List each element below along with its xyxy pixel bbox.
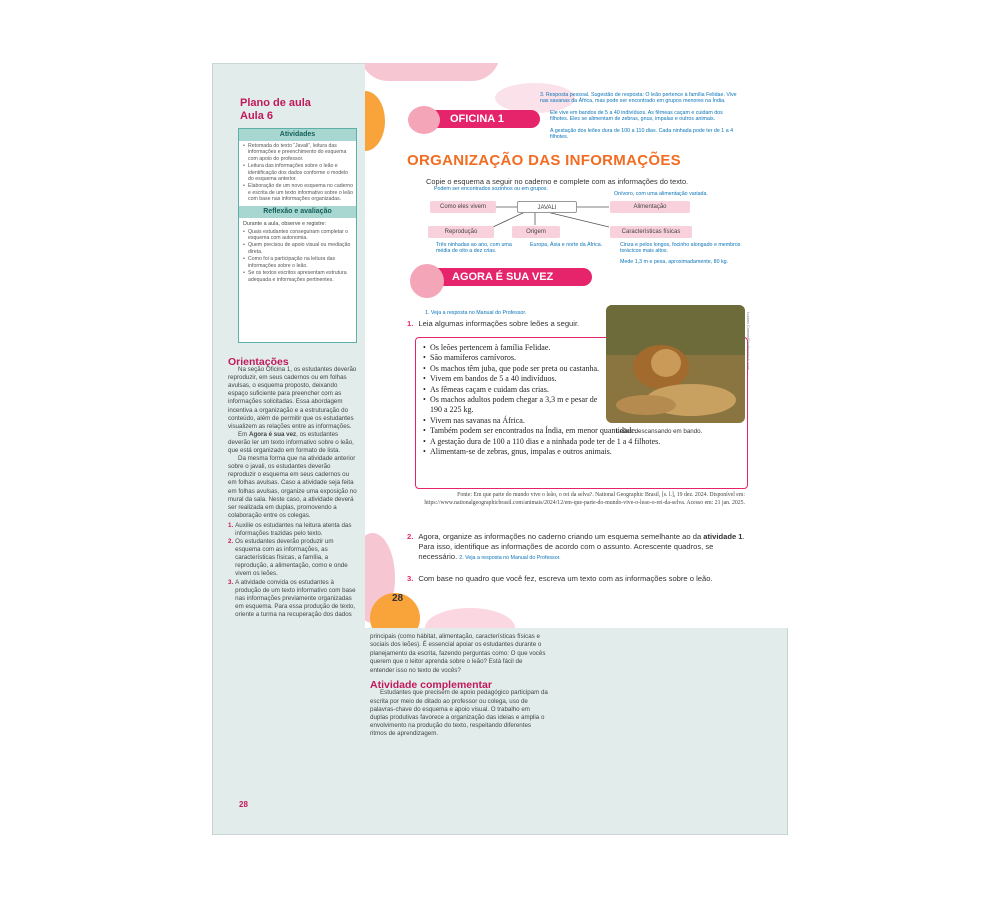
list-item: • Também podem ser encontrados na Índia, em menor quantidade. <box>423 426 743 436</box>
instructions: Copie o esquema a seguir no caderno e complete com as informações do texto. <box>426 177 689 186</box>
guidance-column-2 <box>370 633 548 738</box>
hand-icon <box>410 264 444 298</box>
diagram-box: Reprodução <box>428 226 494 238</box>
workshop-label: OFICINA 1 <box>450 113 504 125</box>
diagram-center: JAVALI <box>517 201 577 213</box>
lesson-plan-title <box>240 97 311 123</box>
question-text: Com base no quadro que você fez, escreva um texto com as informações sobre o leão. <box>418 574 713 583</box>
item-text: Os estudantes deverão produzir um esquema com as informações, as características físicas, a família, a reprodução, a alimentação, como e onde vivem os leões. <box>235 538 348 578</box>
page-number: 28 <box>239 800 248 809</box>
answer-annotation: A gestação dos leões dura de 100 a 110 dias. Cada ninhada pode ter de 1 a 4 filhotes. <box>550 128 734 141</box>
guidance-column <box>228 358 358 619</box>
question-number: 1. <box>407 319 414 328</box>
answer-annotation: Três ninhadas ao ano, com uma média de oito a dez crias. <box>436 242 512 255</box>
question-2 <box>407 532 747 564</box>
answer-annotation: 1. Veja a resposta no Manual do Professor. <box>425 310 527 316</box>
source-citation: Fonte: Em que parte do mundo vive o leão, o rei da selva?. National Geographic Brasil, [s. l.], 19 dez. 2024. Disponível em: https://www.nationalgeographicbrasil.com/animais/2024/12/em-que-parte-do-mundo-vive-o-leao-o-rei-da-selva. Acesso em: 21 jan. 2025. <box>424 492 745 506</box>
list-item: • As fêmeas caçam e cuidam das crias. <box>423 385 603 395</box>
question-text <box>418 532 747 564</box>
list-item: • Como foi a participação na leitura das informações sobre o leão. <box>243 256 353 269</box>
answer-annotation: 2. Veja a resposta no Manual do Professor. <box>459 555 561 562</box>
list-item: • A gestação dura de 100 a 110 dias e a ninhada pode ter de 1 a 4 filhotes. <box>423 437 743 447</box>
list-item: • Alimentam-se de zebras, gnus, impalas e outros animais. <box>423 447 743 457</box>
activities-box <box>238 128 357 343</box>
answer-annotation: Onívoro, com uma alimentação variada. <box>614 191 708 197</box>
answer-annotation: 3. Resposta pessoal. Sugestão de resposta: O leão pertence à família Felidae. Vive nas savanas da África, mas pode ser encontrado em grupos menores na Índia. <box>540 92 737 105</box>
photo-caption: Leões descansando em bando. <box>616 428 703 435</box>
question-number: 3. <box>407 574 414 583</box>
diagram-box: Origem <box>512 226 560 238</box>
activities-heading: Atividades <box>239 129 356 141</box>
item-number: 2. <box>228 538 234 546</box>
list-item: • Se os textos escritos apresentam estrutura adequada e informações pertinentes. <box>243 270 353 283</box>
plan-title-text: Plano de aula <box>240 97 311 109</box>
complementary-text: Estudantes que precisem de apoio pedagógico participam da escrita por meio de ditado ao professor ou colega, uso de palavras-chave do esquema e apoio visual. O trabalho em duplas produtivas favorece a organização das ideias e amplia o envolvimento na produção do texto, respeitando diferentes ritmos de aprendizagem. <box>370 689 548 737</box>
guidance-paragraph: Da mesma forma que na atividade anterior sobre o javali, os estudantes deverão reproduzir o esquema em seus cadernos ou em folhas avulsas. Caso a atividade seja feita em folhas avulsas, organize uma exposição no mural da sala. Neste caso, a atividade deverá ser realizada em duplas, promovendo a colaboração entre os colegas. <box>228 455 357 519</box>
list-item <box>228 538 358 578</box>
student-page-number: 28 <box>392 593 404 604</box>
answer-annotation: Cinza e pelos longos, focinho alongado e membros torácicos mais altos. <box>620 242 741 255</box>
list-item: • Os machos adultos podem chegar a 3,3 m e pesar de 190 a 225 kg. <box>423 395 603 416</box>
photo-credit: Lucian Coman/Shutterstock.com <box>746 312 751 370</box>
answer-annotation: Mede 1,3 m e pesa, aproximadamente, 80 kg. <box>620 259 729 265</box>
list-item: • Retomada do texto “Javali”, leitura das informações e preenchimento do esquema com apoio do professor. <box>243 143 353 162</box>
item-number: 3. <box>228 578 234 586</box>
text: , os estudantes deverão ler um texto informativo sobre o leão, que está organizado em formato de lista. <box>228 430 354 455</box>
list-item: • São mamíferos carnívoros. <box>423 353 603 363</box>
list-item: • Vivem nas savanas na África. <box>423 416 743 426</box>
question-3 <box>407 574 713 583</box>
diagram-box: Como eles vivem <box>430 201 496 213</box>
list-item <box>228 579 358 619</box>
answer-annotation: Europa, Ásia e norte da África. <box>530 242 603 248</box>
guidance-items <box>228 522 358 619</box>
section-title: ORGANIZAÇÃO DAS INFORMAÇÕES <box>407 152 681 169</box>
item-text: A atividade convida os estudantes à produção de um texto informativo com base nas informações previamente organizadas em esquema. Para essa produção de texto, oriente a turma na recuperação dos dados <box>235 578 356 618</box>
question-number: 2. <box>407 532 414 541</box>
item-text: Auxilie os estudantes na leitura atenta das informações trazidas pelo texto. <box>235 521 352 537</box>
plan-subtitle-text: Aula 6 <box>240 110 274 122</box>
evaluation-heading: Reflexão e avaliação <box>239 206 356 218</box>
question-text: Leia algumas informações sobre leões a seguir. <box>418 319 580 328</box>
activities-list <box>239 141 356 206</box>
guidance-continued: principais (como hábitat, alimentação, características físicas e sociais dos leões). É essencial apoiar os estudantes durante o planejamento da escrita, fazendo perguntas como: O que vocês querem que o leitor aprenda sobre o leão? Está fácil de entender isso no texto de vocês? <box>370 633 546 674</box>
lion-photo <box>606 305 745 423</box>
list-item: • Os machos têm juba, que pode ser preta ou castanha. <box>423 364 603 374</box>
pencil-icon <box>408 106 440 134</box>
your-turn-label: AGORA É SUA VEZ <box>452 271 554 283</box>
question-1 <box>407 319 579 328</box>
complementary-heading: Atividade complementar <box>370 679 492 692</box>
evaluation-list <box>239 227 356 286</box>
evaluation-intro: Durante a aula, observe e registre: <box>243 220 327 227</box>
guidance-paragraph <box>228 431 358 455</box>
item-number: 1. <box>228 521 234 529</box>
text: Agora, organize as informações no caderno criando um esquema semelhante ao da <box>418 532 704 541</box>
answer-annotation: Ele vive em bandos de 5 a 40 indivíduos. As fêmeas caçam e cuidam dos filhotes. Eles se alimentam de zebras, gnus, impalas e outros animais. <box>550 110 723 123</box>
text: . Para isso, identifique as informações de acordo com o assunto. Acrescente quadros, se necessário. <box>418 532 745 562</box>
text: Em <box>238 430 250 438</box>
guidance-heading: Orientações <box>228 356 289 368</box>
diagram-box: Alimentação <box>610 201 690 213</box>
list-item: • Os leões pertencem à família Felidae. <box>423 343 603 353</box>
bold-text: atividade 1 <box>703 532 743 541</box>
list-item: • Leitura das informações sobre o leão e identificação dos dados conforme o modelo do esquema anterior. <box>243 163 353 182</box>
guidance-paragraph: Na seção Oficina 1, os estudantes deverão reproduzir, em seus cadernos ou em folhas avulsas, o esquema proposto, deixando espaço suficiente para preencher com as informações solicitadas. Essa abordagem incentiva a organização e a estruturação do conteúdo, além de permitir que os estudantes visualizem as relações entre as informações. <box>228 366 357 430</box>
list-item: • Elaboração de um novo esquema no caderno e escrita de um texto informativo sobre o leão com base nas informações organizadas. <box>243 183 353 202</box>
list-item: • Quais estudantes conseguiram completar o esquema com autonomia. <box>243 229 353 242</box>
bold-text: Agora é sua vez <box>249 430 297 438</box>
diagram-box: Características físicas <box>610 226 692 238</box>
list-item: • Quem precisou de apoio visual ou mediação direta. <box>243 242 353 255</box>
list-item: • Vivem em bandos de 5 a 40 indivíduos. <box>423 374 603 384</box>
list-item <box>228 522 358 538</box>
answer-annotation: Podem ser encontrados sozinhos ou em grupos. <box>434 186 548 192</box>
